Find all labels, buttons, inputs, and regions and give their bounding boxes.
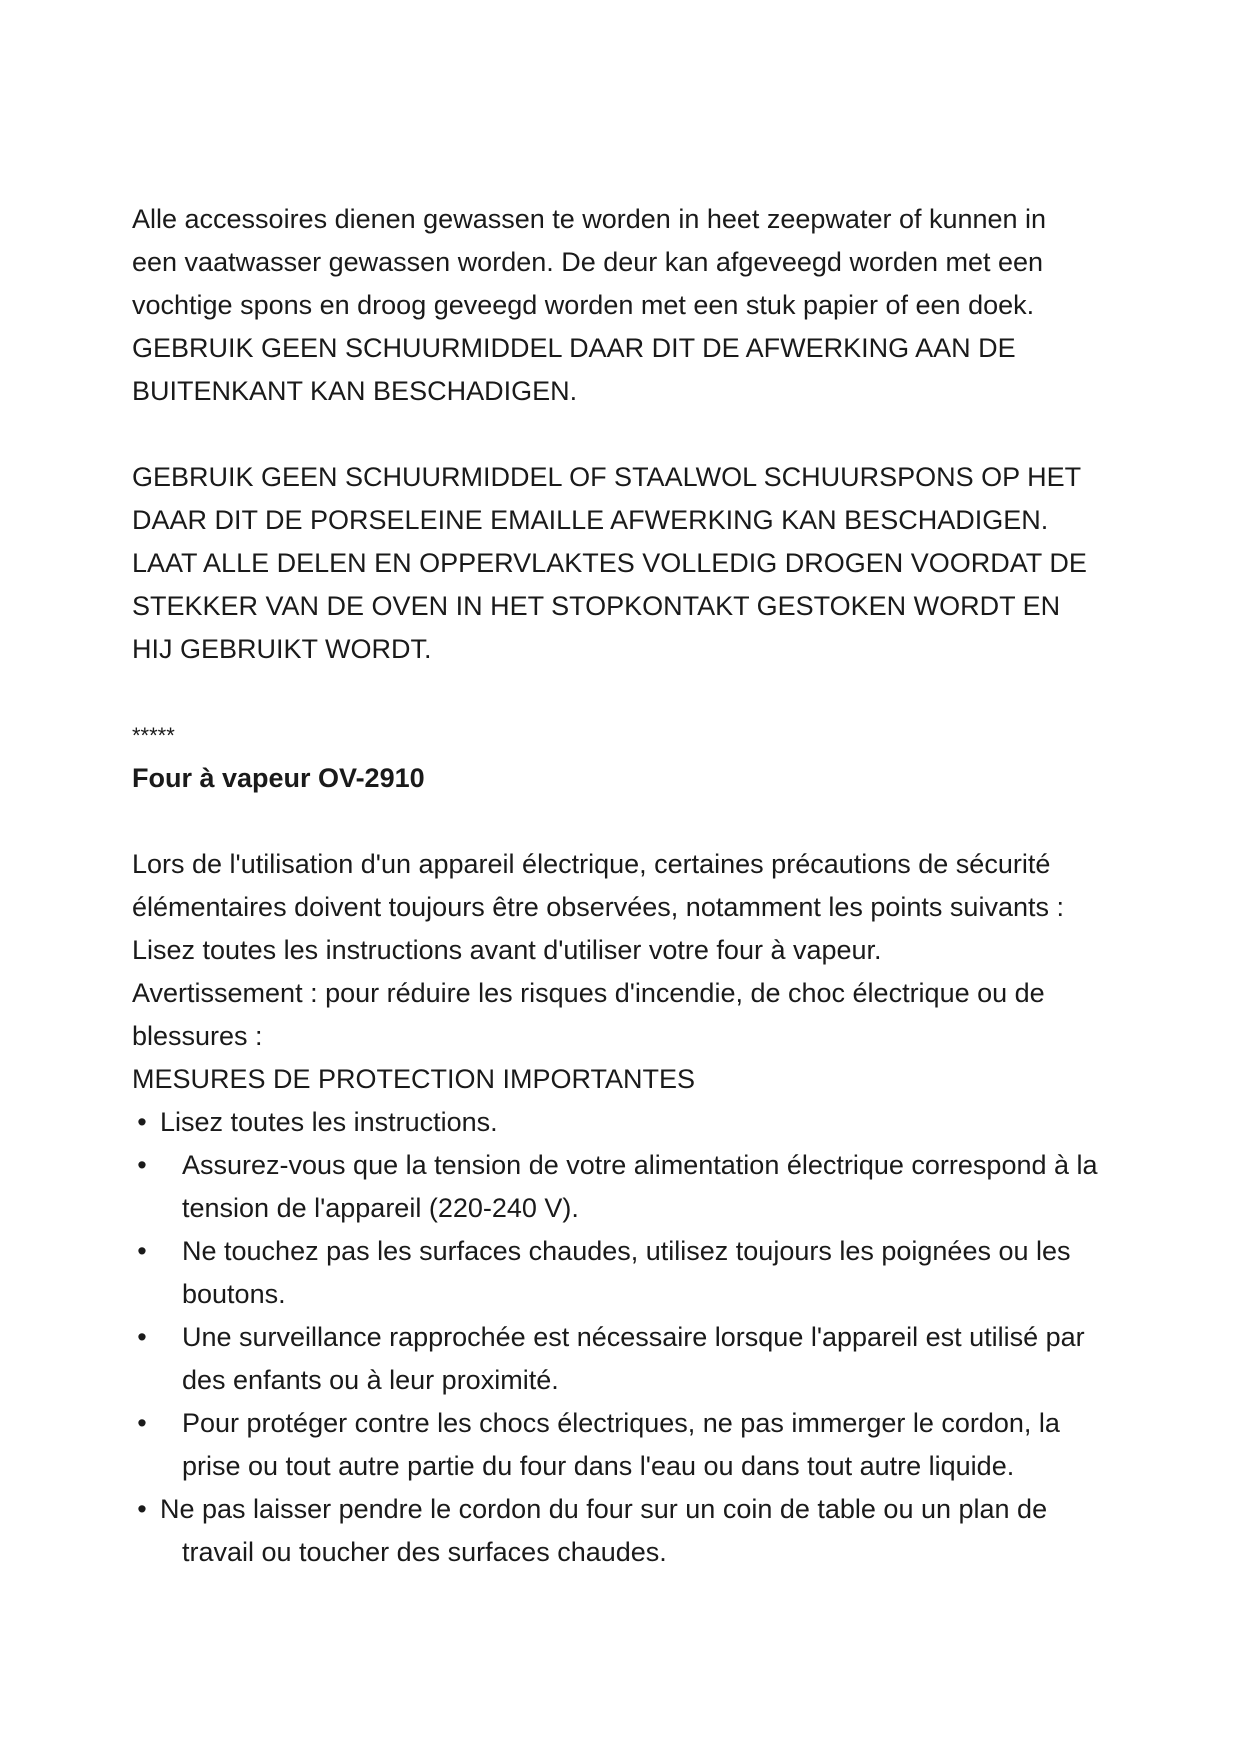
paragraph-spacer bbox=[132, 800, 1142, 843]
bullet-icon: • bbox=[137, 1236, 147, 1266]
list-item bbox=[132, 1488, 1142, 1574]
dutch-paragraph-warning bbox=[132, 456, 1142, 671]
list-item-text: Pour protéger contre les chocs électriques, ne pas immerger le cordon, la bbox=[182, 1408, 1060, 1438]
bullet-icon: • bbox=[137, 1408, 147, 1438]
text-line: élémentaires doivent toujours être observées, notamment les points suivants : bbox=[132, 892, 1064, 922]
list-item-text: prise ou tout autre partie du four dans l'eau ou dans tout autre liquide. bbox=[182, 1451, 1015, 1481]
safeguards-heading: MESURES DE PROTECTION IMPORTANTES bbox=[132, 1064, 696, 1094]
section-separator: ***** bbox=[132, 723, 175, 748]
text-line: BUITENKANT KAN BESCHADIGEN. bbox=[132, 376, 578, 406]
safety-list bbox=[132, 1101, 1142, 1574]
list-item-text: Ne pas laisser pendre le cordon du four sur un coin de table ou un plan de bbox=[160, 1494, 1048, 1524]
list-item-text: travail ou toucher des surfaces chaudes. bbox=[182, 1537, 667, 1567]
text-line: STEKKER VAN DE OVEN IN HET STOPKONTAKT GESTOKEN WORDT EN bbox=[132, 591, 1061, 621]
document-page bbox=[132, 198, 1142, 1574]
text-line: HIJ GEBRUIKT WORDT. bbox=[132, 634, 432, 664]
list-item bbox=[132, 1402, 1142, 1488]
text-line: Lors de l'utilisation d'un appareil électrique, certaines précautions de sécurité bbox=[132, 849, 1051, 879]
dutch-paragraph-cleaning bbox=[132, 198, 1142, 413]
list-item-text: boutons. bbox=[182, 1279, 286, 1309]
list-item-text: Ne touchez pas les surfaces chaudes, utilisez toujours les poignées ou les bbox=[182, 1236, 1071, 1266]
list-item bbox=[132, 1101, 1142, 1144]
bullet-icon: • bbox=[137, 1150, 147, 1180]
bullet-icon: • bbox=[137, 1322, 147, 1352]
list-item-text: Lisez toutes les instructions. bbox=[160, 1107, 498, 1137]
text-line: GEBRUIK GEEN SCHUURMIDDEL DAAR DIT DE AFWERKING AAN DE bbox=[132, 333, 1016, 363]
text-line: Avertissement : pour réduire les risques d'incendie, de choc électrique ou de bbox=[132, 978, 1045, 1008]
bullet-icon: • bbox=[137, 1107, 147, 1137]
list-item-text: tension de l'appareil (220-240 V). bbox=[182, 1193, 579, 1223]
text-line: blessures : bbox=[132, 1021, 263, 1051]
list-item bbox=[132, 1144, 1142, 1230]
list-item-text: des enfants ou à leur proximité. bbox=[182, 1365, 559, 1395]
text-line: DAAR DIT DE PORSELEINE EMAILLE AFWERKING KAN BESCHADIGEN. bbox=[132, 505, 1049, 535]
list-item bbox=[132, 1316, 1142, 1402]
list-item-text: Une surveillance rapprochée est nécessaire lorsque l'appareil est utilisé par bbox=[182, 1322, 1085, 1352]
text-line: GEBRUIK GEEN SCHUURMIDDEL OF STAALWOL SCHUURSPONS OP HET bbox=[132, 462, 1082, 492]
paragraph-spacer bbox=[132, 413, 1142, 456]
paragraph-spacer bbox=[132, 671, 1142, 714]
list-item bbox=[132, 1230, 1142, 1316]
list-item-text: Assurez-vous que la tension de votre alimentation électrique correspond à la bbox=[182, 1150, 1098, 1180]
text-line: een vaatwasser gewassen worden. De deur kan afgeveegd worden met een bbox=[132, 247, 1044, 277]
text-line: Alle accessoires dienen gewassen te worden in heet zeepwater of kunnen in bbox=[132, 204, 1047, 234]
text-line: LAAT ALLE DELEN EN OPPERVLAKTES VOLLEDIG DROGEN VOORDAT DE bbox=[132, 548, 1087, 578]
french-intro bbox=[132, 843, 1142, 1101]
section-title: Four à vapeur OV-2910 bbox=[132, 763, 425, 793]
bullet-icon: • bbox=[137, 1494, 147, 1524]
text-line: Lisez toutes les instructions avant d'utiliser votre four à vapeur. bbox=[132, 935, 882, 965]
text-line: vochtige spons en droog geveegd worden met een stuk papier of een doek. bbox=[132, 290, 1035, 320]
